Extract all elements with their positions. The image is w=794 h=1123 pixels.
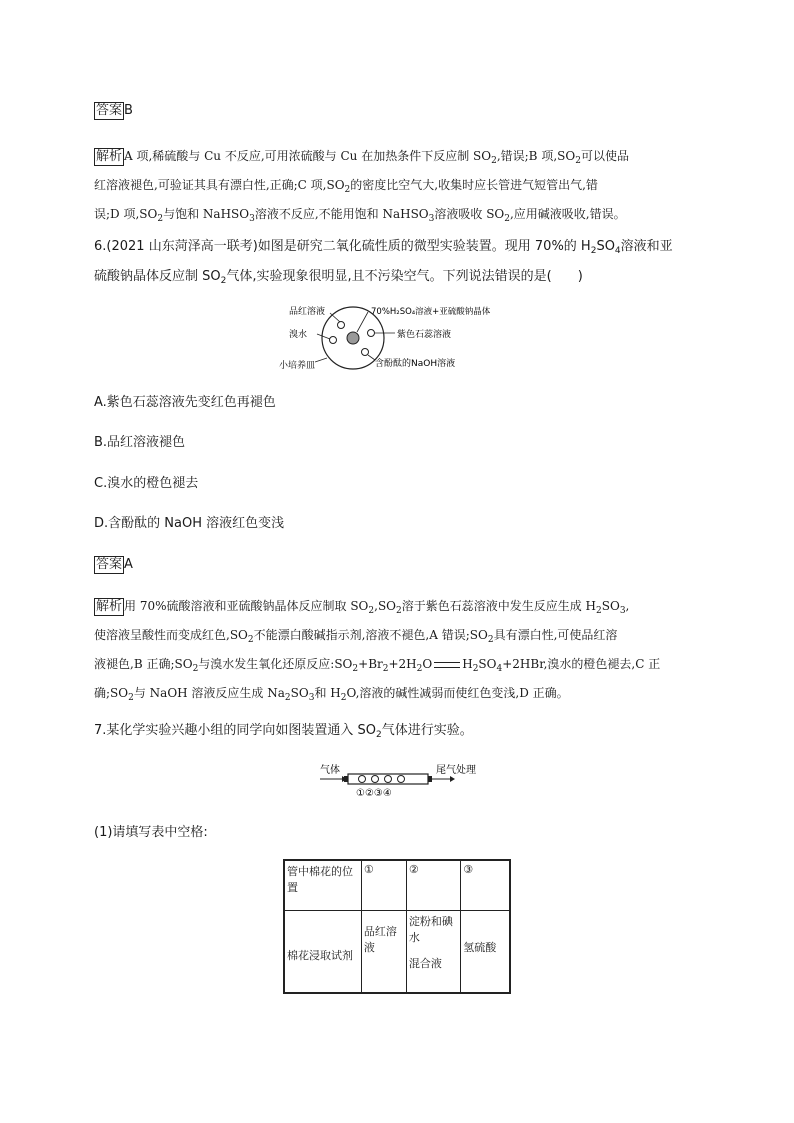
label-reactant: 70%H₂SO₄溶液+亚硫酸钠晶体 bbox=[371, 307, 491, 317]
sub-question-1: (1)请填写表中空格: bbox=[94, 825, 208, 840]
well-shirui bbox=[368, 330, 375, 337]
explanation-line: 红溶液褪色,可验证其具有漂白性,正确;C 项$,SO_2$的密度比空气大,收集时应长管进气短管出气,错 bbox=[94, 178, 598, 195]
label-xiushui: 溴水 bbox=[289, 330, 308, 340]
question-6 bbox=[94, 232, 714, 292]
answer-tag: 答案 bbox=[96, 103, 123, 118]
cotton-1 bbox=[359, 776, 366, 783]
table-cell: 品红溶液 bbox=[361, 910, 406, 993]
table-cell: ① bbox=[361, 860, 406, 910]
label-tail-gas: 尾气处理 bbox=[436, 765, 476, 776]
explanation-tag: 解析 bbox=[96, 599, 123, 614]
explanation-line: 误;D 项$,SO_2$与饱和 NaHSO$_3$溶液不反应,不能用饱和 NaHSO$_3$溶液吸收 $SO_2$,应用碱液吸收,错误。 bbox=[94, 207, 626, 224]
table-cell: ② bbox=[406, 860, 460, 910]
well-pinhong bbox=[338, 322, 345, 329]
explanation-line: 确$;SO_2$与 NaOH 溶液反应生成 $Na_2SO_3$和 $H_2O$,溶液的碱性减弱而使红色变浅,D 正确。 bbox=[94, 686, 569, 703]
explanation-tag: 解析 bbox=[96, 149, 123, 164]
option-d: D.含酚酞的 NaOH 溶液红色变浅 bbox=[94, 516, 285, 531]
equals-long-icon bbox=[434, 662, 460, 668]
question-line: 6.(2021 山东菏泽高一联考)如图是研究二氧化硫性质的微型实验装置。现用 70%的 $H_2SO_4$溶液和亚 bbox=[94, 239, 673, 256]
explanation-line: 使溶液呈酸性而变成红色$,SO_2$不能漂白酸碱指示剂,溶液不褪色,A 错误$;SO_2$具有漂白性,可使品红溶 bbox=[94, 628, 618, 645]
option-c: C.溴水的橙色褪去 bbox=[94, 476, 199, 491]
label-naoh: 含酚酞的NaOH溶液 bbox=[375, 359, 456, 369]
label-gas-in: 气体 bbox=[320, 765, 340, 776]
question-line: 硫酸钠晶体反应制 $SO_2$气体,实验现象很明显,且不污染空气。下列说法错误的是( ) bbox=[94, 269, 583, 286]
center-well bbox=[347, 332, 359, 344]
label-dish: 小培养皿 bbox=[279, 361, 316, 371]
answer-value: A bbox=[124, 557, 133, 572]
label-pinhong: 品红溶液 bbox=[289, 307, 326, 317]
cotton-table bbox=[283, 859, 511, 994]
well-naoh bbox=[362, 349, 369, 356]
explanation-6 bbox=[94, 592, 704, 708]
table-cell: 管中棉花的位置 bbox=[284, 860, 361, 910]
table-cell: 棉花浸取试剂 bbox=[284, 910, 361, 993]
option-a: A.紫色石蕊溶液先变红色再褪色 bbox=[94, 395, 276, 410]
well-xiushui bbox=[330, 337, 337, 344]
cotton-3 bbox=[385, 776, 392, 783]
tube-diagram bbox=[318, 760, 483, 800]
answer-6 bbox=[94, 550, 133, 580]
answer-tag: 答案 bbox=[96, 557, 123, 572]
explanation-line: 解析 A 项,稀硫酸与 Cu 不反应,可用浓硫酸与 Cu 在加热条件下反应制 $SO_2$,错误;B 项$,SO_2$可以使品 bbox=[96, 149, 629, 166]
table-cell: ③ bbox=[461, 860, 510, 910]
explanation-5 bbox=[94, 142, 704, 229]
table-cell: 氢硫酸 bbox=[461, 910, 510, 993]
explanation-line: 解析 用 70%硫酸溶液和亚硫酸钠晶体反应制取 $SO_2,SO_2$溶于紫色石蕊溶液中发生反应生成 $H_2SO_3$, bbox=[96, 599, 630, 616]
question-7: 7.某化学实验兴趣小组的同学向如图装置通入 $SO_2$气体进行实验。 bbox=[94, 723, 473, 740]
cotton-2 bbox=[372, 776, 379, 783]
label-numbers: ①②③④ bbox=[356, 788, 392, 799]
label-shirui: 紫色石蕊溶液 bbox=[397, 330, 452, 340]
option-b: B.品红溶液褪色 bbox=[94, 435, 186, 450]
explanation-line: 液褪色,B 正确$;SO_2$与溴水发生氧化还原反应$:SO_2+Br_2+2H_2O$ $H_2SO_4+2HBr$,溴水的橙色褪去,C 正 bbox=[94, 657, 661, 674]
answer-5 bbox=[94, 96, 133, 126]
answer-value: B bbox=[124, 103, 133, 118]
cotton-4 bbox=[398, 776, 405, 783]
micro-apparatus-diagram bbox=[275, 300, 525, 375]
table-cell: 淀粉和碘水 混合液 bbox=[406, 910, 460, 993]
